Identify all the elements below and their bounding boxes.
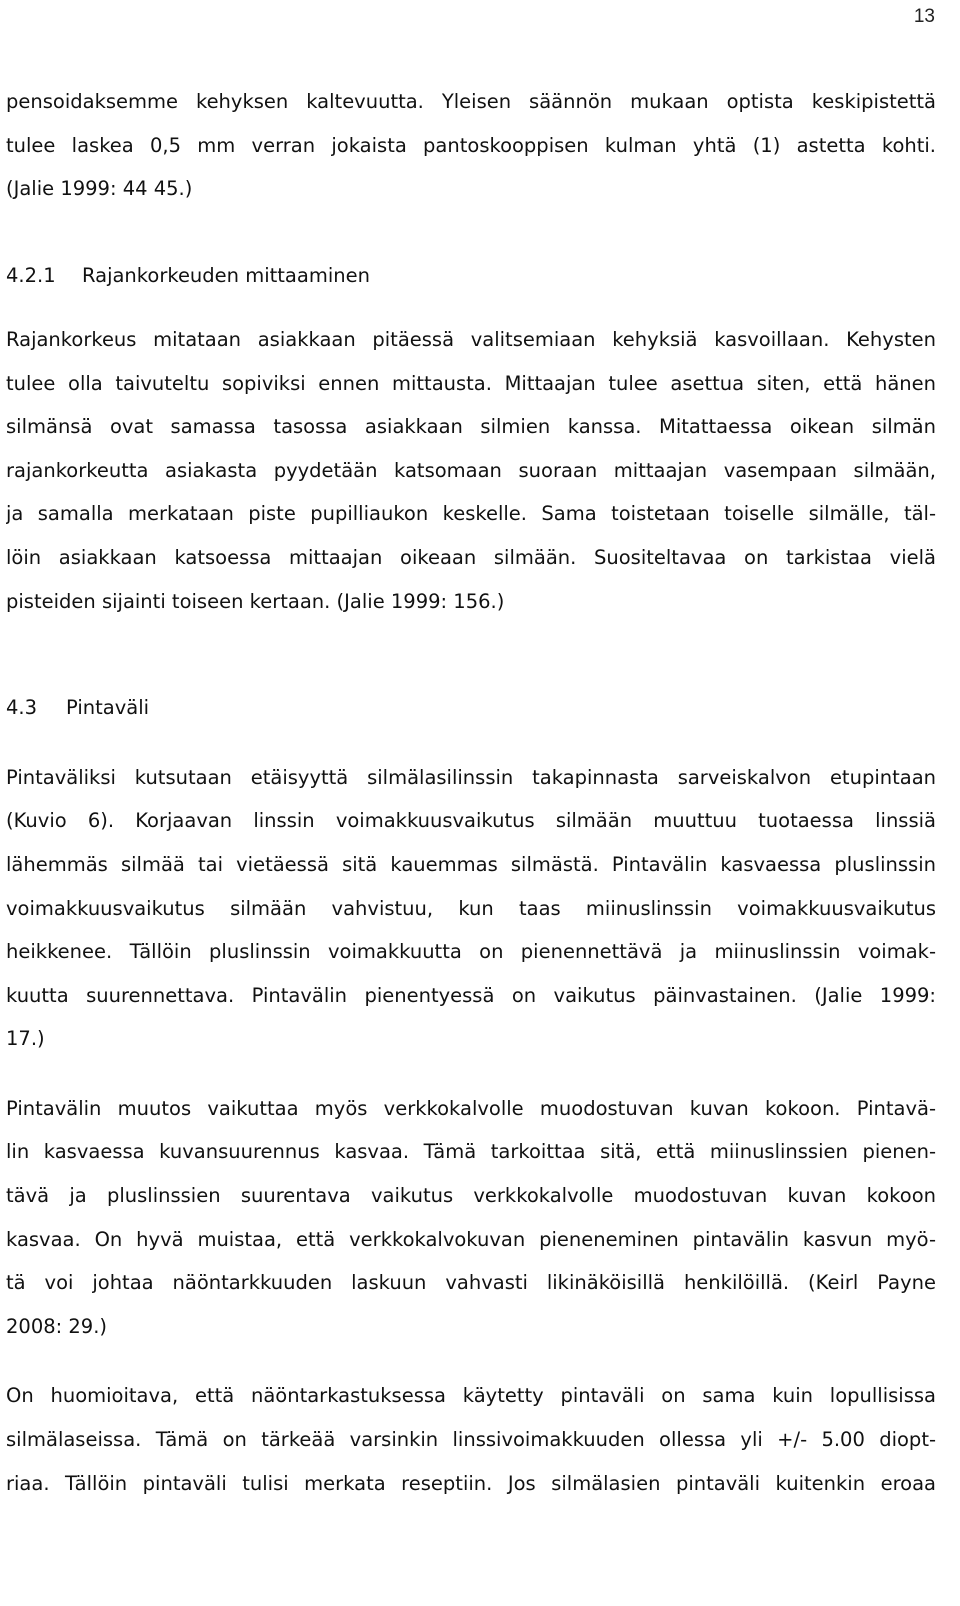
text-line: tävä ja pluslinssien suurentava vaikutus verkkokalvolle muodostuvan kuvan kokoon xyxy=(6,1184,936,1208)
text-line: voimakkuusvaikutus silmään vahvistuu, kun taas miinuslinssin voimakkuusvaikutus xyxy=(6,896,936,920)
paragraph-3 xyxy=(6,756,936,1061)
text-line: ja samalla merkataan piste pupilliaukon keskelle. Sama toistetaan toiselle silmälle, täl- xyxy=(6,502,936,526)
text-line: silmänsä ovat samassa tasossa asiakkaan silmien kanssa. Mitattaessa oikean silmän xyxy=(6,415,936,439)
page-body xyxy=(6,80,936,1505)
text-line: riaa. Tällöin pintaväli tulisi merkata reseptiin. Jos silmälasien pintaväli kuitenkin eroaa xyxy=(6,1471,936,1495)
text-line: lähemmäs silmää tai vietäessä sitä kauemmas silmästä. Pintavälin kasvaessa pluslinssin xyxy=(6,852,936,876)
text-line: Pintavälin muutos vaikuttaa myös verkkokalvolle muodostuvan kuvan kokoon. Pintavä- xyxy=(6,1096,936,1120)
section-heading-4-3 xyxy=(6,686,936,730)
text-line: rajankorkeutta asiakasta pyydetään katsomaan suoraan mittaajan vasempaan silmään, xyxy=(6,458,936,482)
text-line: tulee laskea 0,5 mm verran jokaista pantoskooppisen kulman yhtä (1) astetta kohti. xyxy=(6,133,936,157)
text-line: heikkenee. Tällöin pluslinssin voimakkuutta on pienennettävä ja miinuslinssin voimak- xyxy=(6,940,936,964)
text-line: kuutta suurennettava. Pintavälin pienentyessä on vaikutus päinvastainen. (Jalie 1999: xyxy=(6,983,936,1007)
text-line: (Kuvio 6). Korjaavan linssin voimakkuusvaikutus silmään muuttuu tuotaessa linssiä xyxy=(6,809,936,833)
paragraph-5 xyxy=(6,1374,936,1505)
paragraph-4 xyxy=(6,1087,936,1349)
section-heading-4-2-1 xyxy=(6,254,936,298)
text-line: pensoidaksemme kehyksen kaltevuutta. Yleisen säännön mukaan optista keskipistettä xyxy=(6,90,936,113)
heading-title: Rajankorkeuden mittaaminen xyxy=(82,264,370,288)
page-number: 13 xyxy=(913,6,935,27)
paragraph-2 xyxy=(6,318,936,623)
text-line: löin asiakkaan katsoessa mittaajan oikeaan silmään. Suositeltavaa on tarkistaa vielä xyxy=(6,545,936,569)
text-line: 2008: 29.) xyxy=(6,1314,108,1338)
text-line: tulee olla taivuteltu sopiviksi ennen mittausta. Mittaajan tulee asettua siten, että hänen xyxy=(6,371,936,395)
text-line: silmälaseissa. Tämä on tärkeää varsinkin linssivoimakkuuden ollessa yli +/- 5.00 diopt- xyxy=(6,1428,936,1452)
heading-number: 4.3 xyxy=(6,696,38,720)
text-line: lin kasvaessa kuvansuurennus kasvaa. Tämä tarkoittaa sitä, että miinuslinssien pienen- xyxy=(6,1140,936,1164)
heading-title: Pintaväli xyxy=(66,696,150,720)
text-line: kasvaa. On hyvä muistaa, että verkkokalvokuvan pieneneminen pintavälin kasvun myö- xyxy=(6,1227,936,1251)
text-line: tä voi johtaa näöntarkkuuden laskuun vahvasti likinäköisillä henkilöillä. (Keirl Payne xyxy=(6,1271,936,1295)
text-line: pisteiden sijainti toiseen kertaan. (Jalie 1999: 156.) xyxy=(6,589,505,613)
text-line: Pintaväliksi kutsutaan etäisyyttä silmälasilinssin takapinnasta sarveiskalvon etupintaan xyxy=(6,765,936,789)
paragraph-1 xyxy=(6,80,936,211)
heading-number: 4.2.1 xyxy=(6,264,56,288)
text-line: Rajankorkeus mitataan asiakkaan pitäessä valitsemiaan kehyksiä kasvoillaan. Kehysten xyxy=(6,327,936,351)
text-line: 17.) xyxy=(6,1027,45,1051)
text-line: (Jalie 1999: 44 45.) xyxy=(6,177,193,201)
text-line: On huomioitava, että näöntarkastuksessa käytetty pintaväli on sama kuin lopullisissa xyxy=(6,1384,936,1408)
